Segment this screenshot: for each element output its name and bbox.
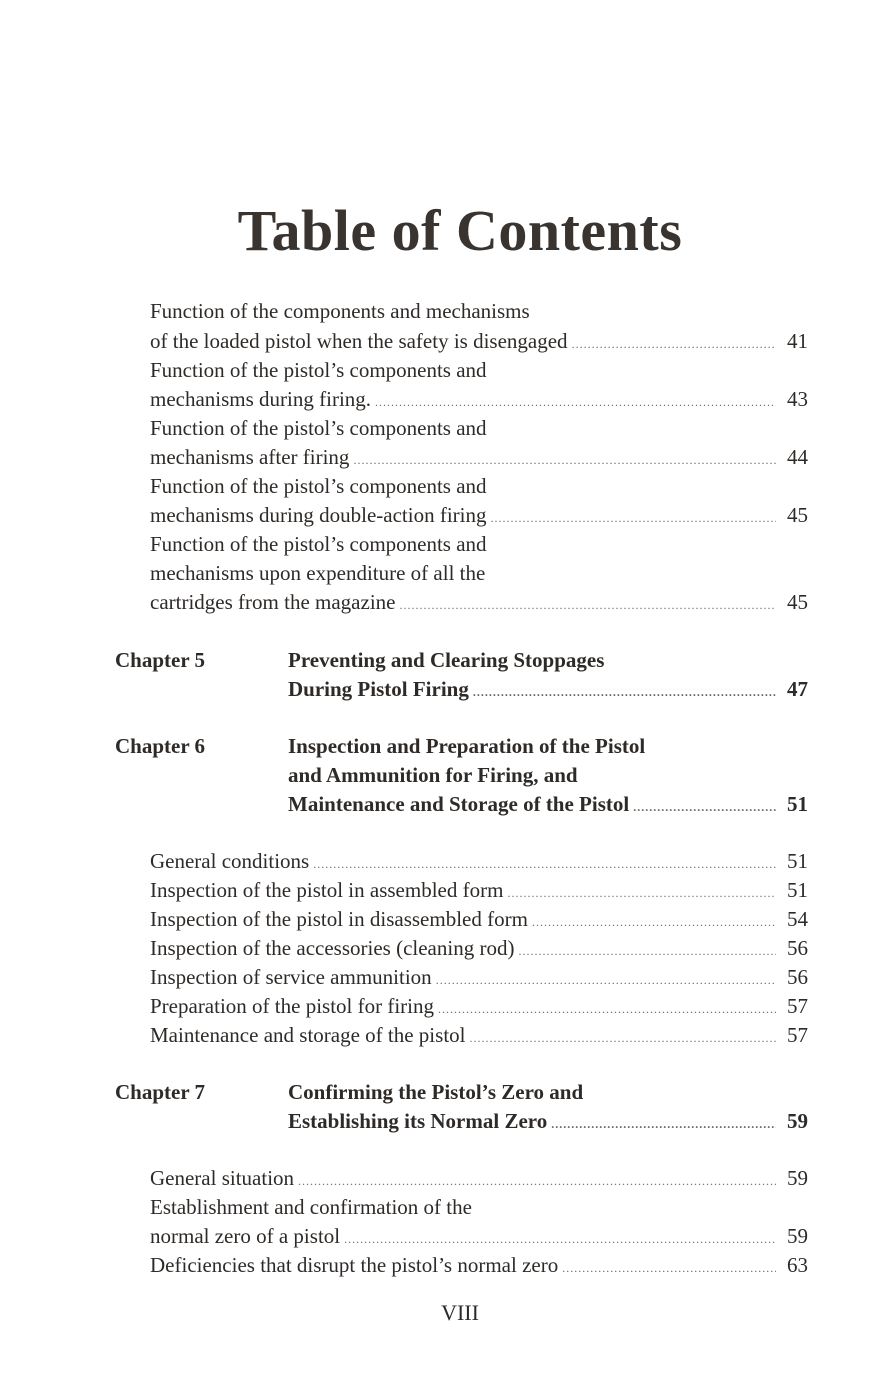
- page-number: 59: [787, 1166, 808, 1190]
- toc-entry-text: General conditions: [150, 849, 310, 873]
- chapter-title: Establishing its Normal Zero: [288, 1109, 548, 1133]
- page-number: 45: [787, 590, 808, 614]
- toc-entry-text: Inspection of the pistol in assembled form: [150, 878, 504, 902]
- chapter-label: Chapter 7: [115, 1080, 206, 1104]
- toc-entry-text: mechanisms during firing.: [150, 387, 372, 411]
- chapter-title: Confirming the Pistol’s Zero and: [288, 1080, 584, 1104]
- toc-entry: [150, 846, 808, 876]
- toc-entry-text: of the loaded pistol when the safety is disengaged: [150, 329, 568, 353]
- chapter-title: Maintenance and Storage of the Pistol: [288, 792, 630, 816]
- page-number: 51: [787, 878, 808, 902]
- toc-entry-text: Preparation of the pistol for firing: [150, 994, 435, 1018]
- dot-leader: [399, 590, 776, 620]
- chapter-label: Chapter 6: [115, 734, 206, 758]
- toc-entry-text: Function of the pistol’s components and: [150, 532, 487, 556]
- toc-entry-text: mechanisms upon expenditure of all the: [150, 561, 486, 585]
- toc-entry-text: mechanisms after firing: [150, 445, 350, 469]
- chapter-entry: [288, 674, 808, 704]
- dot-leader: [572, 329, 776, 359]
- chapter-title: During Pistol Firing: [288, 677, 469, 701]
- toc-entry-text: cartridges from the magazine: [150, 590, 396, 614]
- page-number: 57: [787, 994, 808, 1018]
- page-number: 43: [787, 387, 808, 411]
- page-folio: VIII: [441, 1300, 479, 1325]
- toc-entry-text: Function of the pistol’s components and: [150, 416, 487, 440]
- chapter-title: Preventing and Clearing Stoppages: [288, 648, 605, 672]
- toc-entry-text: Inspection of service ammunition: [150, 965, 432, 989]
- toc-entry: [150, 1250, 808, 1280]
- toc-entry-text: normal zero of a pistol: [150, 1224, 341, 1248]
- toc-entry-text: Maintenance and storage of the pistol: [150, 1023, 466, 1047]
- toc-entry: [150, 904, 808, 934]
- page-number: 41: [787, 329, 808, 353]
- toc-entry: [150, 1163, 808, 1193]
- page-number: 44: [787, 445, 808, 469]
- page-number: 59: [787, 1224, 808, 1248]
- toc-entry: [150, 384, 808, 414]
- page-number: 51: [787, 792, 808, 816]
- dot-leader: [551, 1109, 776, 1139]
- toc-entry: [150, 1221, 808, 1251]
- toc-entry-text: Function of the components and mechanisms: [150, 299, 530, 323]
- toc-entry: [150, 1020, 808, 1050]
- page-number: 47: [787, 677, 808, 701]
- toc-entry-text: Deficiencies that disrupt the pistol’s normal zero: [150, 1253, 559, 1277]
- toc-entry: [150, 326, 808, 356]
- page-number: 56: [787, 965, 808, 989]
- toc-entry-text: Establishment and confirmation of the: [150, 1195, 472, 1219]
- toc-entry: [150, 933, 808, 963]
- page-number: 59: [787, 1109, 808, 1133]
- dot-leader: [473, 677, 776, 707]
- toc-entry-text: Function of the pistol’s components and: [150, 358, 487, 382]
- chapter-title: Inspection and Preparation of the Pistol: [288, 734, 646, 758]
- page-number: 54: [787, 907, 808, 931]
- page-number: 56: [787, 936, 808, 960]
- toc-entry: [150, 442, 808, 472]
- dot-leader: [633, 792, 776, 822]
- dot-leader: [469, 1023, 776, 1053]
- dot-leader: [491, 503, 776, 533]
- toc-entry: [150, 875, 808, 905]
- chapter-label: Chapter 5: [115, 648, 206, 672]
- toc-entry-text: Inspection of the accessories (cleaning rod): [150, 936, 515, 960]
- page-number: 57: [787, 1023, 808, 1047]
- toc-entry-text: Function of the pistol’s components and: [150, 474, 487, 498]
- toc-entry-text: General situation: [150, 1166, 295, 1190]
- toc-entry: [150, 991, 808, 1021]
- page-number: 45: [787, 503, 808, 527]
- toc-entry: [150, 962, 808, 992]
- chapter-entry: [288, 789, 808, 819]
- dot-leader: [562, 1253, 776, 1283]
- chapter-entry: [288, 1106, 808, 1136]
- chapter-title: and Ammunition for Firing, and: [288, 763, 578, 787]
- toc-entry: [150, 587, 808, 617]
- page-number: 51: [787, 849, 808, 873]
- toc-entry-text: mechanisms during double-action firing: [150, 503, 487, 527]
- page-title: Table of Contents: [237, 198, 683, 263]
- toc-entry: [150, 500, 808, 530]
- toc-entry-text: Inspection of the pistol in disassembled form: [150, 907, 528, 931]
- page-number: 63: [787, 1253, 808, 1277]
